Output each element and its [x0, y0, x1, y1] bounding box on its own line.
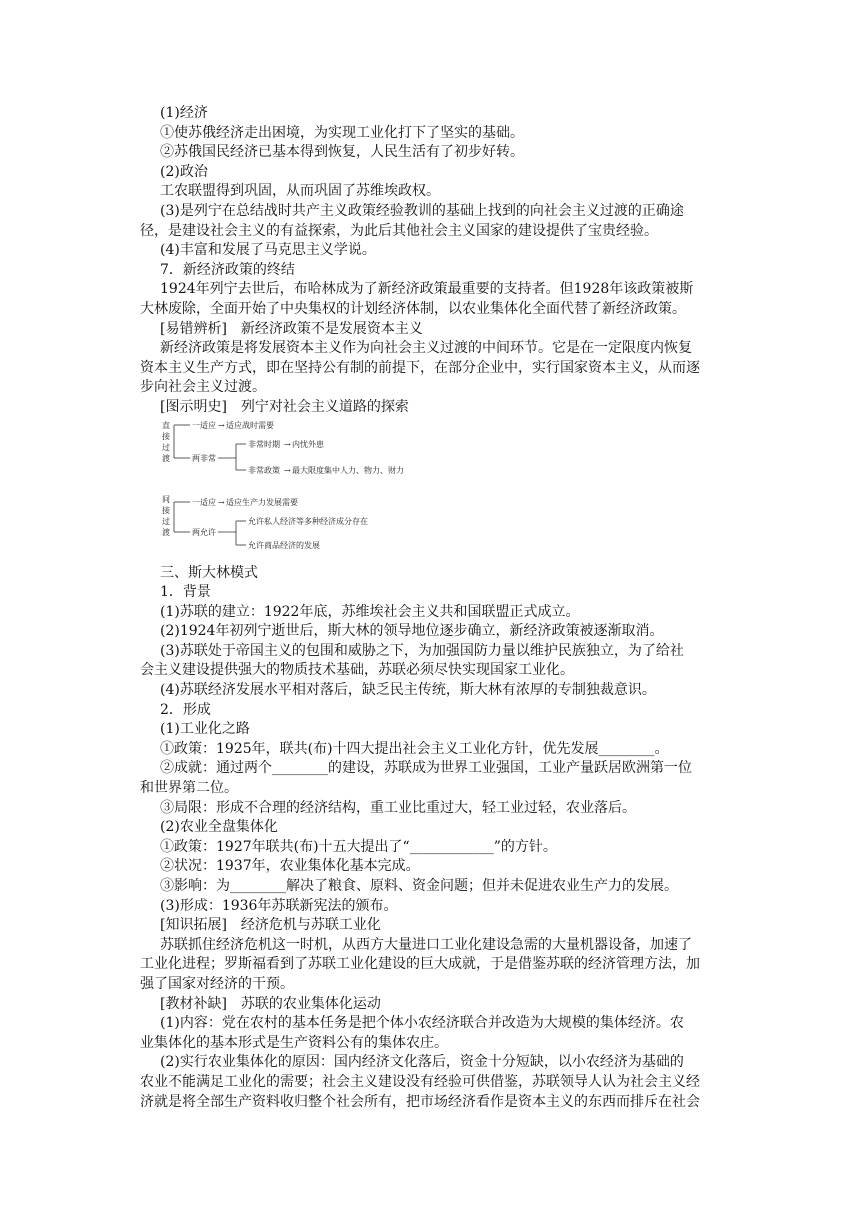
text-line: (1)苏联的建立：1922年底，苏维埃社会主义共和国联盟正式成立。: [160, 603, 580, 620]
direct-label-char: 接: [162, 431, 170, 441]
text-line: [知识拓展] 经济危机与苏联工业化: [160, 917, 381, 934]
text-line: 三、斯大林模式: [160, 564, 258, 581]
text-line: 会主义建设提供强大的物质技术基础，苏联必须尽快实现国家工业化。: [140, 662, 574, 679]
text-line: (4)苏联经济发展水平相对落后，缺乏民主传统，斯大林有浓厚的专制独裁意识。: [160, 682, 656, 699]
text-line: ①政策：1927年联共(布)十五大提出了“____________”的方针。: [160, 838, 557, 855]
text-line: ②苏俄国民经济已基本得到恢复，人民生活有了初步好转。: [160, 144, 524, 161]
indirect-label-char: 过: [162, 516, 170, 526]
text-line: 步向社会主义过渡。: [140, 379, 266, 396]
text-line: 业集体化的基本形式是生产资料公有的集体农庄。: [140, 1034, 448, 1051]
text-line: 新经济政策是将发展资本主义作为向社会主义过渡的中间环节。它是在一定限度内恢复: [160, 340, 692, 357]
arrow-icon: →: [284, 465, 291, 475]
text-line: 2．形成: [160, 701, 211, 718]
text-line: 大林废除，全面开始了中央集权的计划经济体制，以农业集体化全面代替了新经济政策。: [140, 300, 686, 317]
text-line: 苏联抓住经济危机这一时机，从西方大量进口工业化建设急需的大量机器设备，加速了: [160, 936, 692, 953]
text-block-top: [140, 104, 730, 418]
indirect-label-char: 接: [162, 505, 170, 515]
text-line: (4)丰富和发展了马克思主义学说。: [160, 242, 376, 259]
text-line: (1)经济: [160, 105, 208, 121]
direct-two-a: 非常时期: [248, 439, 280, 449]
text-line: (1)内容：党在农村的基本任务是把个体小农经济联合并改造为大规模的集体经济。农: [160, 1015, 684, 1032]
text-line: (1)工业化之路: [160, 721, 250, 738]
text-line: (2)1924年初列宁逝世后，斯大林的领导地位逐步确立，新经济政策被逐渐取消。: [160, 623, 664, 640]
indirect-two: 两允许: [192, 527, 216, 537]
arrow-icon: →: [284, 439, 291, 449]
text-line: 济就是将全部生产资料收归整个社会所有，把市场经济看作是资本主义的东西而排斥在社会: [140, 1093, 700, 1110]
direct-one: 一适应: [192, 420, 216, 430]
text-line: 径，是建设社会主义的有益探索，为此后其他社会主义国家的建设提供了宝贵经验。: [140, 222, 658, 239]
indirect-two-b: 允许商品经济的发展: [248, 540, 320, 550]
direct-two-b: 非常政策: [248, 465, 280, 475]
text-line: (3)苏联处于帝国主义的包围和威胁之下，为加强国防力量以维护民族独立，为了给社: [160, 642, 684, 659]
text-line: 和世界第二位。: [140, 780, 238, 797]
direct-transition-group: [162, 420, 404, 475]
text-line: ①使苏俄经济走出困境，为实现工业化打下了坚实的基础。: [160, 124, 524, 141]
text-line: ②成就：通过两个________的建设，苏联成为世界工业强国，工业产量跃居欧洲第一位: [160, 760, 692, 777]
direct-two-b-target: 最大限度集中人力、物力、财力: [292, 465, 404, 475]
text-block-bottom: [140, 564, 730, 1113]
diagram-svg: [160, 418, 460, 556]
text-line: 工农联盟得到巩固，从而巩固了苏维埃政权。: [160, 183, 440, 200]
text-line: (3)是列宁在总结战时共产主义政策经验教训的基础上找到的向社会主义过渡的正确途: [160, 202, 684, 219]
indirect-label-char: 间: [162, 494, 170, 504]
text-line: (2)农业全盘集体化: [160, 819, 278, 836]
text-line: ②状况：1937年，农业集体化基本完成。: [160, 858, 420, 875]
direct-label-char: 过: [162, 442, 170, 452]
text-line: [易错辨析] 新经济政策不是发展资本主义: [160, 320, 423, 337]
text-line: 强了国家对经济的干预。: [140, 975, 294, 992]
indirect-label-char: 渡: [162, 527, 170, 537]
text-line: 1．背景: [160, 584, 211, 601]
indirect-two-a: 允许私人经济等多种经济成分存在: [248, 516, 368, 526]
indirect-one: 一适应: [192, 497, 216, 507]
text-line: 资本主义生产方式，即在坚持公有制的前提下，在部分企业中，实行国家资本主义，从而逐: [140, 359, 700, 376]
document-page: [140, 104, 730, 1112]
direct-two: 两非常: [192, 453, 216, 463]
direct-one-target: 适应战时需要: [226, 420, 274, 430]
direct-two-a-target: 内忧外患: [292, 439, 324, 449]
direct-label-char: 直: [162, 420, 170, 430]
text-line: [图示明史] 列宁对社会主义道路的探索: [160, 398, 409, 415]
text-line: 7．新经济政策的终结: [160, 261, 295, 278]
indirect-one-target: 适应生产力发展需要: [226, 497, 298, 507]
arrow-icon: →: [218, 497, 225, 507]
arrow-icon: →: [218, 420, 225, 430]
direct-label-char: 渡: [162, 453, 170, 463]
lenin-path-diagram: [160, 418, 460, 556]
text-line: ①政策：1925年，联共(布)十四大提出社会主义工业化方针，优先发展________。: [160, 740, 669, 757]
text-line: (2)政治: [160, 163, 208, 180]
text-line: (3)形成：1936年苏联新宪法的颁布。: [160, 897, 398, 914]
text-line: ③影响：为________解决了粮食、原料、资金问题；但并未促进农业生产力的发展。: [160, 878, 678, 894]
text-line: 1924年列宁去世后，布哈林成为了新经济政策最重要的支持者。但1928年该政策被斯: [160, 281, 694, 298]
spacer: [140, 556, 730, 564]
text-line: 工业化进程；罗斯福看到了苏联工业化建设的巨大成就，于是借鉴苏联的经济管理方法，加: [140, 956, 700, 973]
text-line: ③局限：形成不合理的经济结构，重工业比重过大，轻工业过轻，农业落后。: [160, 799, 636, 816]
indirect-transition-group: [162, 494, 368, 550]
text-line: 农业不能满足工业化的需要；社会主义建设没有经验可供借鉴，苏联领导人认为社会主义经: [140, 1073, 700, 1090]
text-line: (2)实行农业集体化的原因：国内经济文化落后，资金十分短缺，以小农经济为基础的: [160, 1054, 684, 1071]
text-line: [教材补缺] 苏联的农业集体化运动: [160, 995, 381, 1012]
